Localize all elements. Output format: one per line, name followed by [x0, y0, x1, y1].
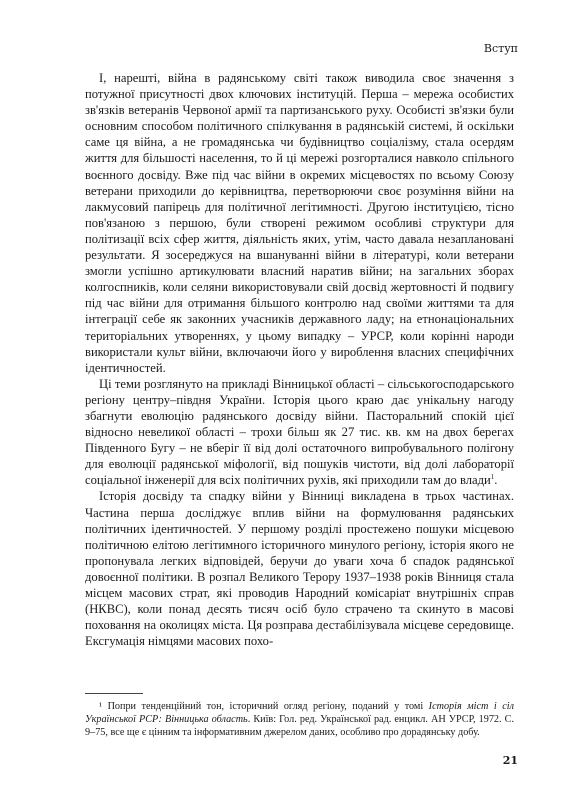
footnote-1: [85, 700, 514, 740]
footnote-reference[interactable]: 1: [490, 473, 495, 482]
footnote: [85, 700, 514, 740]
footnote-cited-title: Історія міст і сіл Української РСР: Вінницька область: [85, 701, 514, 726]
main-text: [85, 70, 514, 649]
paragraph-3: Історія досвіду та спадку війни у Вінниці викладена в трьох частинах. Частина перша досліджує вплив війни на формулювання радянських політичних ідентичностей. У першому розділі простежено пошуки місцевою політичною елітою легітимного історичного минулого регіону, історія якого не пропонувала легких відповідей, беручи до уваги хоча б спадок радянської довоєнної політики. В розпал Великого Терору 1937–1938 років Вінниця стала місцем масових страт, які проводив Народний комісаріат внутрішніх справ (НКВС), коли понад десять тисяч осіб було страчено та скинуто в масові поховання на околицях міста. Ця розправа дестабілізувала місцеве середовище. Ексгумація німцями масових похо-: [85, 489, 514, 649]
footnote-marker: ¹: [99, 701, 103, 712]
paragraph-2: Ці теми розглянуто на прикладі Вінницької області – сільськогосподарського регіону центру–півдня України. Історія цього краю дає унікальну нагоду збагнути еволюцію радянського досвіду війни. Пасторальний спокій цієї відносно невеликої області – трохи більш як 27 тис. кв. км на двох берегах Південного Бугу – не вберіг її від долі остаточного випробувального полігону для еволюції радянської міфології, від пошуків чистоти, від долі лабораторії соціальної інженерії для всіх політичних рухів, які приходили там до влади$^1$.: [85, 376, 514, 488]
paragraph-1: І, нарешті, війна в радянському світі також виводила своє значення з потужної присутності двох ключових інституцій. Перша – мережа особистих зв'язків ветеранів Червоної армії та партизанського руху. Особисті зв'язки були основним способом політичного спілкування в радянській системі, й оскільки саме ця війна, а не громадянська чи будівництво соціалізму, стала осердям життя для більшості населення, то й ці мережі розгорталися навколо спільного воєнного досвіду. Вже під час війни в окремих місцевостях по всьому Союзу ветерани приходили до керівництва, перетворюючи своє розуміння війни на лакмусовий папірець для політичної легітимності. Другою інституцією, тісно пов'язаною з першою, були створені режимом особливі структури для політизації всіх сфер життя, діяльність яких, утім, часто давала незаплановані результати. Я зосереджуся на вшануванні війни в літературі, коли ветерани змогли успішно артикулювати власний наратив війни; на загальних зборах колгоспників, коли селяни використовували свій досвід жертовності й подвигу під час війни для отримання більшого контролю над своїми життями та для інтеграції себе як законних учасників державного ладу; на етнонаціональних територіальних утвореннях, у цьому випадку – УРСР, коли корінні народи використали культ війни, включаючи його у вироблення власних специфічних ідентичностей.: [85, 71, 514, 375]
running-head: Вступ: [483, 42, 518, 55]
paragraph-2-text: Ці теми розглянуто на прикладі Вінницької області – сільськогосподарського регіону центру–півдня України. Історія цього краю дає унікальну нагоду збагнути еволюцію радянського досвіду війни. Пасторальний спокій цієї відносно невеликої області – трохи більш як 27 тис. кв. км на двох берегах Південного Бугу – не вберіг її від долі остаточного випробувального полігону для еволюції радянської міфології, від пошуків чистоти, від долі лабораторії соціальної інженерії для всіх політичних рухів, які приходили там до влади: [85, 376, 514, 488]
footnote-text-before: Попри тенденційний тон, історичний огляд регіону, поданий у томі: [107, 701, 429, 712]
footnote-separator: [85, 693, 143, 694]
footnote-text-after: . Київ: Гол. ред. Української рад. енцикл. АН УРСР, 1972. С. 9–75, все ще є цінним та інформативним джерелом даних, особливо про дорадянську добу.: [85, 714, 514, 739]
page-number: 21: [502, 754, 518, 767]
